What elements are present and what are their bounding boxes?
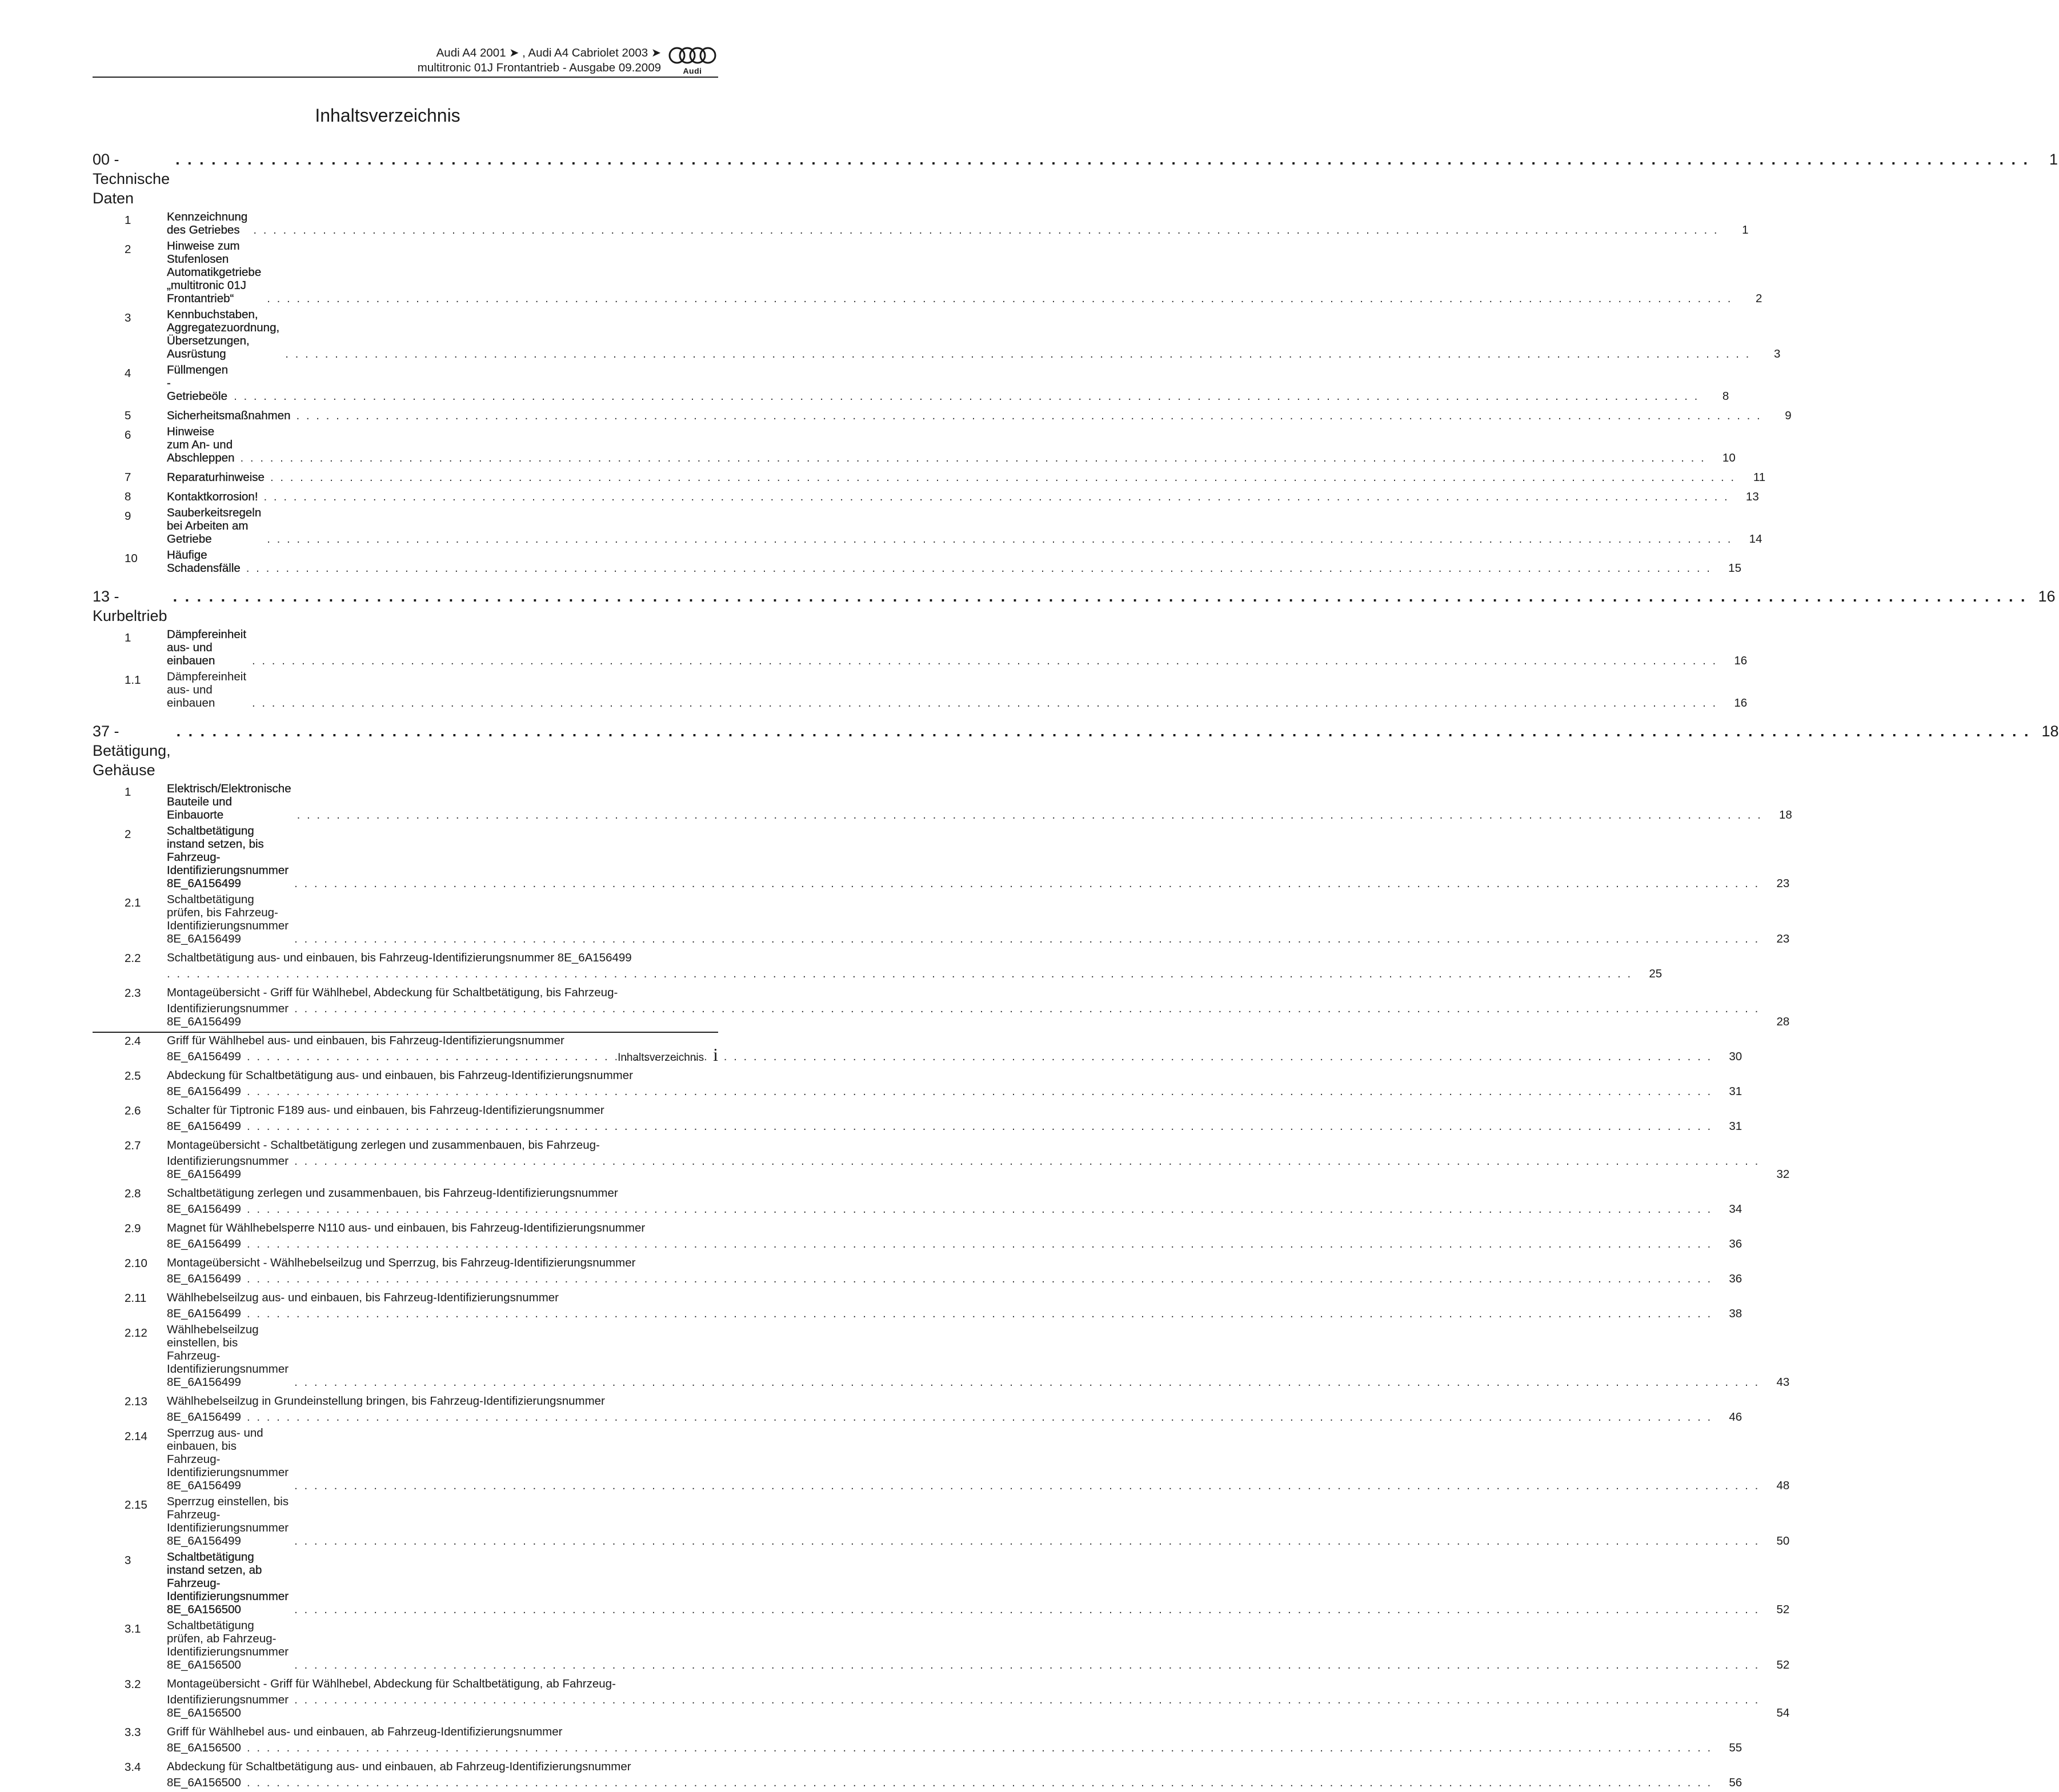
entry-body (167, 1253, 1719, 1288)
entry-leader-dots (247, 1120, 1712, 1133)
chapter-leader-dots (173, 587, 2027, 606)
entry-page-number: 2 (1756, 292, 1762, 305)
entry-body (167, 948, 1639, 983)
entry-number: 3 (125, 1554, 131, 1567)
entry-number: 2.14 (125, 1430, 147, 1443)
toc-entry[interactable] (93, 1136, 1790, 1184)
entry-title: Schaltbetätigung instand setzen, ab Fahrzeug-Identifizierungsnummer 8E_6A156500 (167, 1550, 289, 1616)
entry-number: 2.8 (125, 1187, 141, 1200)
entry-number: 2 (125, 828, 131, 841)
entry-title-continued: 8E_6A156500 (167, 1776, 241, 1789)
entry-body (167, 1674, 1766, 1722)
entry-number: 2 (125, 243, 131, 256)
entry-title-continued: Identifizierungsnummer 8E_6A156499 (167, 1154, 289, 1181)
entry-number: 2.10 (125, 1257, 147, 1270)
page-header (93, 46, 718, 77)
page-title: Inhaltsverzeichnis (315, 105, 460, 126)
entry-title: Schaltbetätigung aus- und einbauen, bis Fahrzeug-Identifizierungsnummer 8E_6A156499 (167, 951, 632, 964)
toc-entry[interactable] (93, 1253, 1742, 1288)
toc-entry[interactable] (93, 1218, 1742, 1253)
entry-title-continued: 8E_6A156499 (167, 1120, 241, 1133)
toc-entry[interactable] (93, 406, 1792, 425)
entry-number: 2.9 (125, 1222, 141, 1235)
entry-page-number: 3 (1773, 347, 1781, 360)
toc-entry[interactable] (93, 1323, 1790, 1392)
chapter-page-number: 18 (2041, 723, 2059, 740)
entry-number: 1 (125, 785, 131, 799)
entry-continuation (167, 1237, 1719, 1253)
entry-page-number: 8 (1722, 390, 1729, 403)
header-line-model: Audi A4 2001 ➤ , Audi A4 Cabriolet 2003 ➤ (436, 46, 661, 59)
toc-entry[interactable] (93, 1722, 1742, 1757)
chapter-spacer (93, 712, 718, 721)
entry-body (167, 1184, 1719, 1218)
entry-body (167, 983, 1766, 1031)
entry-title-continued: 8E_6A156500 (167, 1741, 241, 1754)
entry-title-continued: 8E_6A156499 (167, 1307, 241, 1320)
toc-entry[interactable] (93, 893, 1790, 948)
toc-entry[interactable] (93, 824, 1790, 893)
entry-title: Wählhebelseilzug einstellen, bis Fahrzeug-Identifizierungsnummer 8E_6A156499 (167, 1323, 289, 1389)
entry-leader-dots (294, 1479, 1760, 1495)
entry-page-number: 9 (1785, 409, 1792, 422)
entry-title-continued: 8E_6A156499 (167, 1050, 241, 1063)
entry-title: Montageübersicht - Griff für Wählhebel, Abdeckung für Schaltbetätigung, ab Fahrzeug- (167, 1677, 616, 1690)
entry-continuation (167, 1741, 1719, 1757)
toc-entry[interactable] (93, 782, 1792, 824)
entry-leader-dots (294, 1603, 1760, 1619)
audi-rings-logo (667, 46, 718, 77)
toc-entry[interactable] (93, 670, 1748, 712)
entry-title: Griff für Wählhebel aus- und einbauen, bis Fahrzeug-Identifizierungsnummer (167, 1034, 564, 1047)
entry-page-number: 31 (1729, 1085, 1742, 1098)
toc-entry[interactable] (93, 1184, 1742, 1218)
toc-entry[interactable] (93, 628, 1748, 670)
entry-body (167, 1218, 1719, 1253)
chapter-leader-dots (175, 150, 2029, 169)
entry-body (167, 1722, 1719, 1757)
entry-title: Abdeckung für Schaltbetätigung aus- und einbauen, bis Fahrzeug-Identifizierungsnummer (167, 1069, 633, 1082)
entry-body (167, 1136, 1766, 1184)
header-divider (93, 77, 718, 78)
entry-number: 10 (125, 552, 138, 565)
entry-number: 1 (125, 214, 131, 227)
entry-number: 2.12 (125, 1326, 147, 1340)
entry-number: 2.3 (125, 987, 141, 1000)
header-text (418, 46, 661, 75)
entry-title: Schaltbetätigung prüfen, ab Fahrzeug-Identifizierungsnummer 8E_6A156500 (167, 1619, 289, 1671)
entry-number: 3.4 (125, 1761, 141, 1774)
entry-body (167, 1392, 1719, 1426)
entry-leader-dots (285, 347, 1750, 363)
entry-page-number: 32 (1776, 1168, 1790, 1181)
entry-title: Wählhebelseilzug in Grundeinstellung bringen, bis Fahrzeug-Identifizierungsnummer (167, 1394, 605, 1408)
entry-continuation (167, 1410, 1719, 1426)
entry-page-number: 10 (1722, 451, 1736, 464)
entry-leader-dots (246, 562, 1712, 578)
entry-page-number: 16 (1734, 654, 1748, 667)
entry-title: Kontaktkorrosion! (167, 490, 258, 503)
entry-title-continued: 8E_6A156499 (167, 1410, 241, 1424)
entry-leader-dots (294, 1154, 1760, 1181)
audi-rings-icon (667, 46, 718, 66)
chapter-leader-dots (177, 721, 2030, 741)
entry-leader-dots (252, 696, 1717, 712)
entry-continuation (167, 1272, 1719, 1288)
entry-page-number: 52 (1776, 1658, 1790, 1671)
entry-continuation (167, 1693, 1766, 1722)
entry-continuation (167, 1050, 1719, 1066)
entry-continuation (167, 1120, 1719, 1136)
entry-title: Elektrisch/Elektronische Bauteile und Einbauorte (167, 782, 291, 821)
entry-page-number: 43 (1776, 1376, 1790, 1389)
chapter-spacer (93, 578, 718, 587)
entry-leader-dots (294, 1693, 1760, 1719)
entry-title: Abdeckung für Schaltbetätigung aus- und einbauen, ab Fahrzeug-Identifizierungsnummer (167, 1760, 631, 1773)
entry-number: 3.3 (125, 1726, 141, 1739)
entry-number: 2.4 (125, 1035, 141, 1048)
entry-title: Schaltbetätigung instand setzen, bis Fahrzeug-Identifizierungsnummer 8E_6A156499 (167, 824, 289, 890)
entry-number: 1.1 (125, 673, 141, 687)
entry-leader-dots (252, 654, 1717, 670)
entry-title-continued: 8E_6A156499 (167, 1272, 241, 1285)
entry-title: Magnet für Wählhebelsperre N110 aus- und einbauen, bis Fahrzeug-Identifizierungsnummer (167, 1221, 646, 1234)
entry-page-number: 28 (1776, 1015, 1790, 1028)
entry-page-number: 16 (1734, 696, 1748, 709)
entry-number: 2.5 (125, 1069, 141, 1083)
chapter-title: 00 - Technische Daten (93, 151, 170, 207)
toc-entry[interactable] (93, 308, 1781, 363)
toc-entry[interactable] (93, 239, 1762, 308)
toc-entry[interactable] (93, 1550, 1790, 1619)
entry-number: 2.13 (125, 1395, 147, 1408)
entry-leader-dots (253, 223, 1718, 239)
toc-entry[interactable] (93, 1757, 1742, 1792)
entry-leader-dots (247, 1410, 1712, 1424)
entry-page-number: 48 (1776, 1479, 1790, 1492)
entry-title: Schalter für Tiptronic F189 aus- und einbauen, bis Fahrzeug-Identifizierungsnummer (167, 1104, 604, 1117)
toc-chapter[interactable] (93, 150, 2058, 208)
entry-leader-dots (264, 490, 1729, 506)
entry-page-number: 46 (1729, 1410, 1742, 1424)
toc-entry[interactable] (93, 983, 1790, 1031)
entry-title-continued: Identifizierungsnummer 8E_6A156500 (167, 1693, 289, 1719)
entry-page-number: 34 (1729, 1202, 1742, 1216)
entry-title: Sauberkeitsregeln bei Arbeiten am Getriebe (167, 506, 262, 546)
entry-page-number: 15 (1728, 562, 1741, 575)
entry-number: 2.11 (125, 1292, 147, 1305)
toc-entry[interactable] (93, 425, 1736, 467)
entry-body (167, 1288, 1719, 1323)
entry-leader-dots (247, 1307, 1712, 1320)
entry-leader-dots (247, 1741, 1712, 1754)
toc-entry[interactable] (93, 1495, 1790, 1550)
entry-number: 3 (125, 311, 131, 324)
entry-title: Schaltbetätigung zerlegen und zusammenbauen, bis Fahrzeug-Identifizierungsnummer (167, 1186, 618, 1200)
entry-number: 3.1 (125, 1622, 141, 1635)
entry-leader-dots (294, 877, 1760, 893)
entry-leader-dots (294, 932, 1760, 948)
toc-entry[interactable] (93, 1426, 1790, 1495)
toc-entry[interactable] (93, 210, 1749, 239)
chapter-page-number: 1 (2049, 151, 2058, 168)
entry-title-continued: 8E_6A156499 (167, 1085, 241, 1098)
entry-page-number: 36 (1729, 1272, 1742, 1285)
entry-number: 8 (125, 490, 131, 503)
entry-number: 9 (125, 510, 131, 523)
entry-body (167, 1101, 1719, 1136)
footer-divider (93, 1032, 718, 1033)
entry-number: 1 (125, 631, 131, 644)
entry-page-number: 23 (1776, 877, 1790, 890)
entry-page-number: 38 (1729, 1307, 1742, 1320)
footer-label: Inhaltsverzeichnis (618, 1052, 704, 1064)
entry-title: Wählhebelseilzug aus- und einbauen, bis Fahrzeug-Identifizierungsnummer (167, 1291, 559, 1304)
entry-number: 6 (125, 428, 131, 442)
entry-leader-dots (247, 1776, 1712, 1789)
chapter-title: 13 - Kurbeltrieb (93, 588, 167, 624)
entry-leader-dots (294, 1658, 1760, 1674)
entry-title: Hinweise zum An- und Abschleppen (167, 425, 235, 464)
entry-leader-dots (294, 1534, 1760, 1550)
entry-continuation (167, 967, 1639, 983)
entry-leader-dots (297, 808, 1762, 824)
entry-title: Sperrzug aus- und einbauen, bis Fahrzeug-Identifizierungsnummer 8E_6A156499 (167, 1426, 289, 1492)
header-line-gearbox: multitronic 01J Frontantrieb - Ausgabe 09.2009 (417, 61, 661, 74)
entry-title: Dämpfereinheit aus- und einbauen (167, 628, 247, 667)
entry-body (167, 1757, 1719, 1792)
toc-entry[interactable] (93, 487, 1759, 506)
entry-number: 2.2 (125, 952, 141, 965)
toc-entry[interactable] (93, 1674, 1790, 1722)
entry-title: Kennzeichnung des Getriebes (167, 210, 248, 236)
footer-page-number: i (713, 1044, 718, 1065)
entry-number: 4 (125, 367, 131, 380)
entry-leader-dots (294, 1376, 1760, 1392)
brand-wordmark: Audi (683, 66, 702, 75)
entry-page-number: 52 (1776, 1603, 1790, 1616)
entry-number: 2.1 (125, 896, 141, 909)
entry-title: Griff für Wählhebel aus- und einbauen, ab Fahrzeug-Identifizierungsnummer (167, 1725, 563, 1738)
entry-leader-dots (267, 292, 1732, 308)
entry-leader-dots (167, 967, 1632, 980)
entry-title: Kennbuchstaben, Aggregatezuordnung, Übersetzungen, Ausrüstung (167, 308, 280, 360)
entry-leader-dots (241, 451, 1706, 467)
entry-page-number: 54 (1776, 1706, 1790, 1719)
entry-leader-dots (297, 409, 1762, 425)
chapter-page-number: 16 (2038, 588, 2056, 605)
entry-page-number: 25 (1649, 967, 1663, 980)
entry-number: 7 (125, 471, 131, 484)
entry-body (167, 1066, 1719, 1101)
entry-title: Hinweise zum Stufenlosen Automatikgetriebe „multitronic 01J Frontantrieb“ (167, 239, 262, 305)
entry-title: Sperrzug einstellen, bis Fahrzeug-Identifizierungsnummer 8E_6A156499 (167, 1495, 289, 1548)
entry-number: 3.2 (125, 1678, 141, 1691)
entry-continuation (167, 1085, 1719, 1101)
entry-title: Montageübersicht - Wählhebelseilzug und Sperrzug, bis Fahrzeug-Identifizierungsnummer (167, 1256, 636, 1269)
entry-title: Häufige Schadensfälle (167, 548, 241, 575)
entry-title-continued: 8E_6A156499 (167, 1237, 241, 1250)
entry-page-number: 14 (1749, 532, 1762, 546)
chapter-title: 37 - Betätigung, Gehäuse (93, 723, 171, 779)
entry-number: 2.6 (125, 1104, 141, 1117)
entry-title-continued: Identifizierungsnummer 8E_6A156499 (167, 1002, 289, 1028)
entry-number: 5 (125, 409, 131, 422)
toc-chapter[interactable] (93, 587, 2056, 626)
entry-leader-dots (270, 471, 1736, 487)
toc-entry[interactable] (93, 1066, 1742, 1101)
entry-leader-dots (267, 532, 1732, 548)
entry-number: 2.15 (125, 1498, 147, 1512)
entry-page-number: 18 (1779, 808, 1792, 821)
toc-entry[interactable] (93, 467, 1766, 487)
entry-continuation (167, 1202, 1719, 1218)
entry-page-number: 11 (1753, 471, 1766, 484)
entry-title: Reparaturhinweise (167, 471, 265, 484)
entry-page-number: 31 (1729, 1120, 1742, 1133)
entry-page-number: 55 (1729, 1741, 1742, 1754)
entry-leader-dots (247, 1050, 1712, 1063)
toc-entry[interactable] (93, 548, 1741, 578)
entry-leader-dots (247, 1202, 1712, 1216)
entry-leader-dots (234, 390, 1699, 406)
entry-title: Montageübersicht - Griff für Wählhebel, Abdeckung für Schaltbetätigung, bis Fahrzeug- (167, 986, 618, 999)
toc-entry[interactable] (93, 1101, 1742, 1136)
entry-title: Sicherheitsmaßnahmen (167, 409, 291, 422)
page-footer (618, 1044, 718, 1065)
entry-leader-dots (247, 1272, 1712, 1285)
entry-leader-dots (247, 1237, 1712, 1250)
entry-title: Dämpfereinheit aus- und einbauen (167, 670, 247, 709)
entry-page-number: 1 (1742, 223, 1749, 236)
entry-leader-dots (294, 1002, 1760, 1028)
entry-number: 2.7 (125, 1139, 141, 1152)
toc-chapter[interactable] (93, 721, 2059, 780)
entry-title: Montageübersicht - Schaltbetätigung zerlegen und zusammenbauen, bis Fahrzeug- (167, 1138, 600, 1152)
entry-leader-dots (247, 1085, 1712, 1098)
toc-entry[interactable] (93, 948, 1663, 983)
table-of-contents (93, 150, 2059, 1792)
entry-page-number: 13 (1745, 490, 1759, 503)
entry-continuation (167, 1307, 1719, 1323)
entry-page-number: 56 (1729, 1776, 1742, 1789)
entry-continuation (167, 1154, 1766, 1184)
entry-title: Füllmengen - Getriebeöle (167, 363, 229, 403)
entry-page-number: 23 (1776, 932, 1790, 945)
entry-continuation (167, 1002, 1766, 1031)
entry-page-number: 36 (1729, 1237, 1742, 1250)
toc-entry[interactable] (93, 1619, 1790, 1674)
entry-body (167, 1031, 1719, 1066)
toc-entry[interactable] (93, 1392, 1742, 1426)
entry-page-number: 50 (1776, 1534, 1790, 1548)
entry-title: Schaltbetätigung prüfen, bis Fahrzeug-Identifizierungsnummer 8E_6A156499 (167, 893, 289, 945)
toc-entry[interactable] (93, 506, 1762, 548)
entry-continuation (167, 1776, 1719, 1792)
entry-page-number: 30 (1729, 1050, 1742, 1063)
toc-entry[interactable] (93, 363, 1729, 406)
entry-title-continued: 8E_6A156499 (167, 1202, 241, 1216)
toc-entry[interactable] (93, 1288, 1742, 1323)
